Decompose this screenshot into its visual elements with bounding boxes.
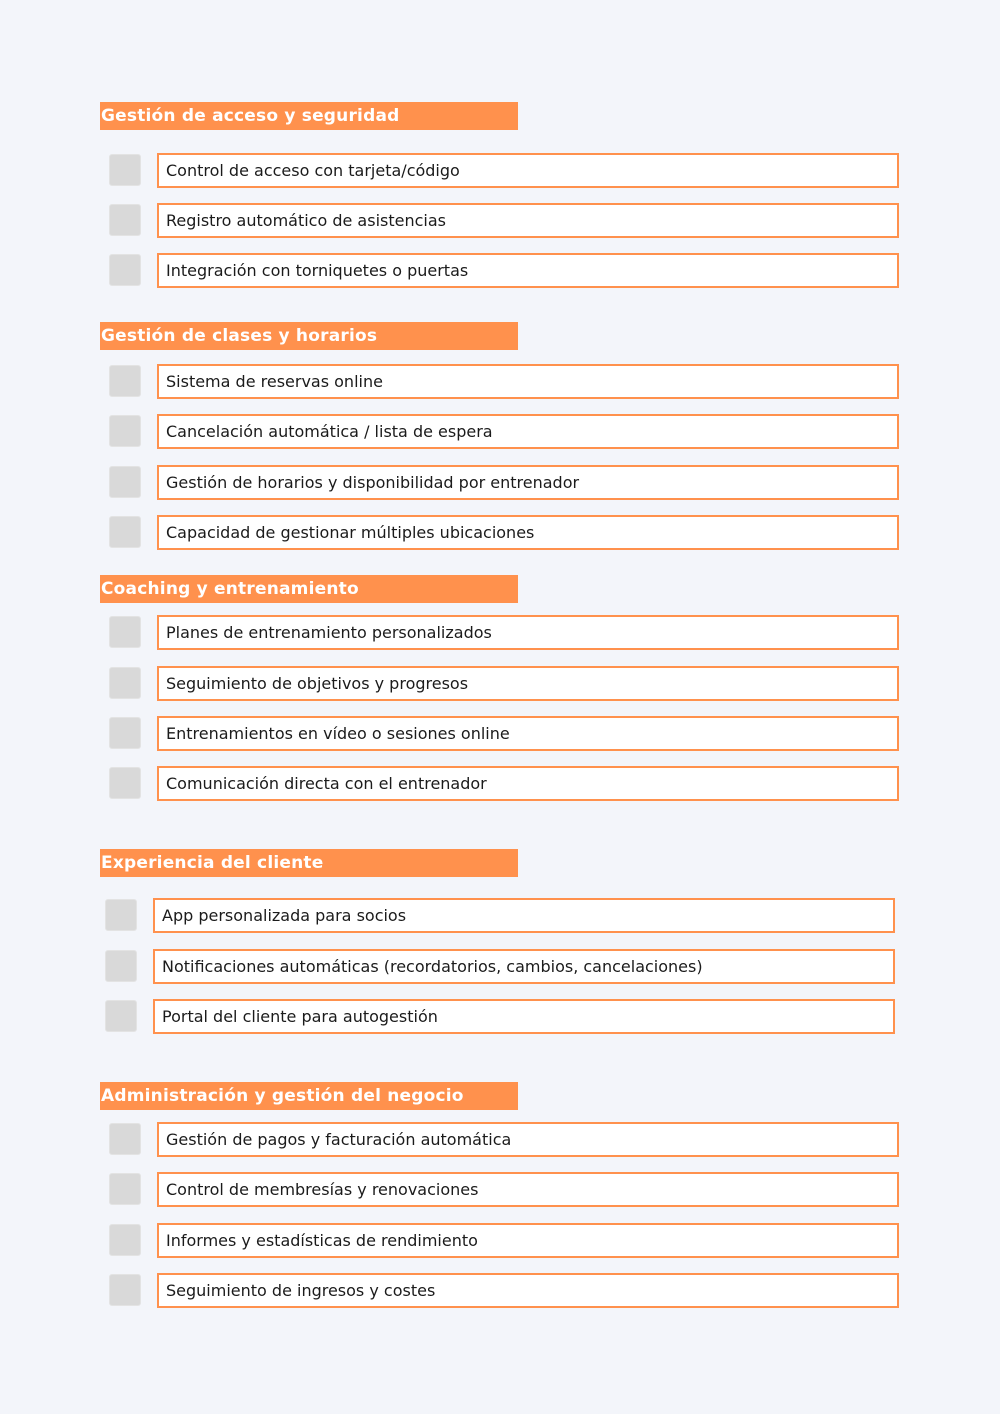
- checklist-item-label: Planes de entrenamiento personalizados: [157, 615, 899, 650]
- section-header: Administración y gestión del negocio: [100, 1082, 518, 1110]
- checkbox[interactable]: [109, 1224, 141, 1256]
- checklist-item-label: Informes y estadísticas de rendimiento: [157, 1223, 899, 1258]
- checkbox[interactable]: [109, 717, 141, 749]
- checkbox[interactable]: [105, 1000, 137, 1032]
- checklist-item-label: Notificaciones automáticas (recordatorios, cambios, cancelaciones): [153, 949, 895, 984]
- checklist-item-label: App personalizada para socios: [153, 898, 895, 933]
- checkbox[interactable]: [109, 516, 141, 548]
- checklist-item-label: Sistema de reservas online: [157, 364, 899, 399]
- checklist-item-label: Registro automático de asistencias: [157, 203, 899, 238]
- checklist-item-label: Gestión de horarios y disponibilidad por entrenador: [157, 465, 899, 500]
- checklist-item-label: Gestión de pagos y facturación automática: [157, 1122, 899, 1157]
- checklist-item-label: Seguimiento de ingresos y costes: [157, 1273, 899, 1308]
- checkbox[interactable]: [105, 899, 137, 931]
- checkbox[interactable]: [109, 1274, 141, 1306]
- checklist-item-label: Comunicación directa con el entrenador: [157, 766, 899, 801]
- checkbox[interactable]: [109, 204, 141, 236]
- checkbox[interactable]: [109, 415, 141, 447]
- checklist-item-label: Capacidad de gestionar múltiples ubicaciones: [157, 515, 899, 550]
- section-header: Coaching y entrenamiento: [100, 575, 518, 603]
- checklist-item-label: Portal del cliente para autogestión: [153, 999, 895, 1034]
- checklist-item-label: Entrenamientos en vídeo o sesiones online: [157, 716, 899, 751]
- section-header: Experiencia del cliente: [100, 849, 518, 877]
- checkbox[interactable]: [109, 466, 141, 498]
- section-header: Gestión de acceso y seguridad: [100, 102, 518, 130]
- checkbox[interactable]: [105, 950, 137, 982]
- checklist-item-label: Integración con torniquetes o puertas: [157, 253, 899, 288]
- checkbox[interactable]: [109, 1173, 141, 1205]
- checklist-item-label: Seguimiento de objetivos y progresos: [157, 666, 899, 701]
- checklist-item-label: Control de membresías y renovaciones: [157, 1172, 899, 1207]
- section-header: Gestión de clases y horarios: [100, 322, 518, 350]
- checkbox[interactable]: [109, 154, 141, 186]
- checkbox[interactable]: [109, 616, 141, 648]
- checkbox[interactable]: [109, 254, 141, 286]
- checkbox[interactable]: [109, 667, 141, 699]
- checkbox[interactable]: [109, 365, 141, 397]
- checkbox[interactable]: [109, 767, 141, 799]
- checkbox[interactable]: [109, 1123, 141, 1155]
- checklist-item-label: Control de acceso con tarjeta/código: [157, 153, 899, 188]
- checklist-item-label: Cancelación automática / lista de espera: [157, 414, 899, 449]
